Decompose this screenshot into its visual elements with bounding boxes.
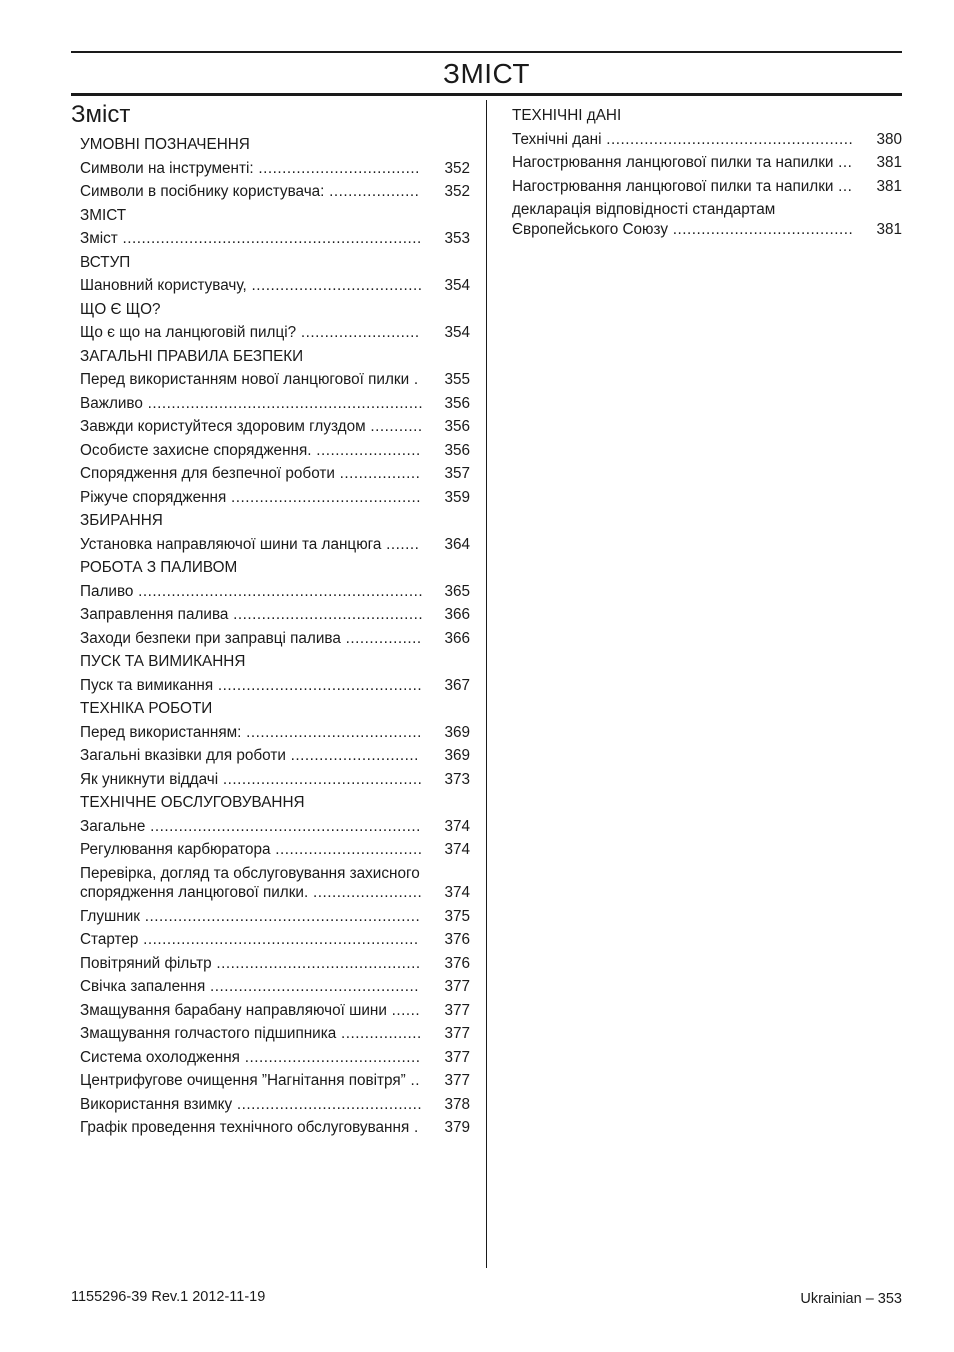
dot-leader: ....................................... (232, 1095, 423, 1113)
dot-leader: ............................................................ (133, 582, 424, 600)
toc-page-number: 355 (444, 371, 470, 388)
document-reference: 1155296-39 Rev.1 2012-11-19 (71, 1289, 266, 1305)
toc-entry[interactable] (80, 1024, 470, 1044)
toc-entry-title: Змащування барабану направляючої шини (80, 1001, 387, 1019)
dot-leader: .................................. (253, 159, 420, 177)
toc-section-heading: РОБОТА З ПАЛИВОМ (80, 559, 238, 576)
toc-entry[interactable] (80, 1071, 470, 1091)
toc-entry[interactable] (80, 417, 470, 437)
toc-entry[interactable] (80, 954, 470, 974)
toc-entry-title: Перед використанням: (80, 723, 242, 741)
toc-section-heading: ЩО Є ЩО? (80, 300, 161, 318)
header-top-rule (71, 51, 902, 53)
toc-page-number: 376 (444, 954, 470, 972)
dot-leader: ..................................... (239, 1048, 421, 1066)
toc-right-column (512, 106, 902, 243)
toc-page-number: 378 (444, 1095, 470, 1113)
toc-entry[interactable] (80, 1001, 470, 1021)
toc-page-number: 367 (444, 676, 470, 694)
toc-page-number: 365 (444, 582, 470, 600)
toc-entry-title: Нагострювання ланцюгової пилки та напилки (512, 177, 834, 195)
toc-entry[interactable] (80, 817, 470, 837)
dot-leader: .................................... (246, 277, 423, 294)
toc-entry-title: Завжди користуйтеся здоровим глуздом (80, 418, 366, 435)
toc-entry-title: Символи в посібнику користувача: (80, 183, 325, 200)
dot-leader: ........................................... (211, 954, 421, 972)
toc-page-number: 356 (444, 418, 470, 435)
toc-page-number: 376 (444, 931, 470, 948)
dot-leader: .......................................................... (139, 907, 421, 925)
toc-entry[interactable] (80, 676, 470, 696)
toc-section-heading: ТЕХНІЧНІ дАНІ (512, 107, 622, 124)
dot-leader: ......................... (296, 324, 420, 341)
toc-entry-title: Як уникнути віддачі (80, 770, 219, 788)
toc-entry[interactable] (512, 153, 902, 173)
dot-leader: .......................................................... (138, 931, 419, 948)
toc-entry[interactable] (80, 1095, 470, 1115)
toc-entry[interactable] (80, 229, 470, 249)
toc-entry[interactable] (80, 582, 470, 602)
toc-page-number: 379 (444, 1119, 470, 1136)
dot-leader: ...... (386, 1001, 421, 1019)
toc-entry-title: Заправлення палива (80, 606, 229, 623)
dot-leader: ... (833, 177, 853, 195)
toc-entry[interactable] (80, 488, 470, 508)
dot-leader: . (409, 371, 419, 388)
toc-entry-title: Технічні дані (512, 130, 602, 148)
toc-entry-title: Важливо (80, 394, 143, 412)
toc-entry[interactable] (80, 159, 470, 179)
section-title: Зміст (71, 101, 131, 128)
toc-entry[interactable] (80, 770, 470, 790)
toc-entry-title: Спорядження для безпечної роботи (80, 465, 335, 482)
toc-entry[interactable] (80, 977, 470, 997)
toc-entry-title: Глушник (80, 907, 140, 925)
toc-page-number: 375 (444, 907, 470, 925)
toc-page-number: 356 (444, 394, 470, 412)
toc-entry[interactable] (80, 323, 470, 343)
page-number-label: Ukrainian – 353 (800, 1291, 902, 1307)
dot-leader: ...................... (311, 441, 421, 459)
dot-leader: ........... (365, 418, 423, 435)
dot-leader: ................... (324, 183, 420, 200)
header-bottom-rule (71, 93, 902, 96)
toc-page-number: 364 (444, 535, 470, 553)
toc-page-number: 377 (444, 1072, 470, 1089)
toc-entry[interactable] (80, 464, 470, 484)
page-header-title: ЗМІСТ (443, 58, 530, 89)
toc-page-number: 352 (444, 159, 470, 177)
toc-page-number: 377 (444, 1048, 470, 1066)
toc-entry-title: Регулювання карбюратора (80, 841, 271, 858)
toc-page-number: 354 (444, 277, 470, 294)
toc-page-number: 352 (444, 183, 470, 200)
dot-leader: ............................................ (205, 978, 420, 995)
toc-page-number: 373 (444, 770, 470, 788)
toc-entry-title: Стартер (80, 931, 139, 948)
toc-entry-title: Свічка запалення (80, 978, 206, 995)
toc-section-heading: УМОВНІ ПОЗНАЧЕННЯ (80, 136, 250, 153)
toc-entry-title: Паливо (80, 582, 134, 600)
toc-entry-title: Символи на інструменті: (80, 159, 254, 177)
toc-page-number: 353 (444, 230, 470, 247)
toc-entry-title: Перед використанням нової ланцюгової пилки (80, 371, 410, 388)
toc-entry-title: Перевірка, догляд та обслуговування захисного спорядження ланцюгової пилки. (80, 864, 420, 901)
toc-section-heading: ЗАГАЛЬНІ ПРАВИЛА БЕЗПЕКИ (80, 347, 304, 365)
toc-page-number: 381 (876, 177, 902, 195)
toc-section-heading: ЗБИРАННЯ (80, 512, 163, 529)
toc-entry[interactable] (512, 200, 902, 239)
toc-page-number: 357 (444, 465, 470, 482)
toc-entry[interactable] (80, 605, 470, 625)
toc-page-number: 377 (444, 1001, 470, 1019)
toc-entry[interactable] (80, 840, 470, 860)
toc-entry[interactable] (512, 177, 902, 197)
toc-page-number: 374 (444, 841, 470, 858)
toc-entry[interactable] (80, 276, 470, 296)
dot-leader: ............................... (270, 841, 423, 858)
toc-entry[interactable] (80, 441, 470, 461)
toc-entry-title: Установка направляючої шини та ланцюга (80, 535, 382, 553)
toc-entry[interactable] (80, 1048, 470, 1068)
toc-page-number: 380 (876, 130, 902, 148)
toc-entry[interactable] (80, 370, 470, 390)
toc-entry[interactable] (512, 130, 902, 150)
dot-leader: ............................................................... (117, 230, 422, 247)
dot-leader: . (409, 1119, 419, 1136)
dot-leader: ................. (336, 1025, 422, 1042)
dot-leader: ................. (334, 465, 421, 482)
toc-entry[interactable] (80, 930, 470, 950)
toc-page-number: 369 (444, 747, 470, 764)
toc-page-number: 377 (444, 978, 470, 995)
toc-entry-title: Повітряний фільтр (80, 954, 212, 972)
toc-entry-title: Загальні вказівки для роботи (80, 747, 286, 764)
dot-leader: ....... (381, 535, 420, 553)
toc-entry-title: Змащування голчастого підшипника (80, 1025, 337, 1042)
dot-leader: .. (405, 1072, 421, 1089)
toc-entry-title: Особисте захисне спорядження. (80, 441, 312, 459)
toc-entry-title: Шановний користувачу, (80, 277, 247, 294)
toc-page-number: 374 (444, 817, 470, 835)
toc-entry[interactable] (80, 723, 470, 743)
dot-leader: ........................... (285, 747, 419, 764)
toc-entry-title: Пуск та вимикання (80, 676, 214, 694)
dot-leader: ..................................... (241, 723, 422, 741)
toc-section-heading: ТЕХНІКА РОБОТИ (80, 700, 213, 717)
dot-leader: ......................................................... (145, 817, 421, 835)
toc-entry[interactable] (80, 907, 470, 927)
column-divider (486, 100, 487, 1268)
toc-section-heading: ЗМІСТ (80, 206, 127, 224)
toc-page-number: 366 (444, 606, 470, 623)
toc-entry-title: Використання взимку (80, 1095, 233, 1113)
dot-leader: .................................................... (601, 130, 854, 148)
toc-entry-title: Ріжуче спорядження (80, 488, 227, 506)
toc-section-heading: ТЕХНІЧНЕ ОБСЛУГОВУВАННЯ (80, 794, 305, 811)
toc-page-number: 366 (444, 629, 470, 647)
toc-entry[interactable] (80, 1118, 470, 1138)
toc-entry-title: Зміст (80, 230, 118, 247)
toc-page-number: 369 (444, 723, 470, 741)
dot-leader: ... (833, 154, 853, 171)
toc-page-number: 381 (876, 220, 902, 238)
toc-entry[interactable] (80, 182, 470, 202)
toc-left-column (80, 135, 470, 1142)
toc-entry-title: Заходи безпеки при заправці палива (80, 629, 341, 647)
toc-page-number: 359 (444, 488, 470, 506)
toc-section-heading: ВСТУП (80, 253, 131, 271)
dot-leader: ................ (340, 629, 422, 647)
dot-leader: ...................................... (667, 220, 854, 238)
toc-entry[interactable] (80, 535, 470, 555)
toc-entry-title: Нагострювання ланцюгової пилки та напилки (512, 154, 834, 171)
dot-leader: ........................................... (213, 676, 423, 694)
toc-page-number: 356 (444, 441, 470, 459)
toc-entry-title: Що є що на ланцюговій пилці? (80, 324, 297, 341)
toc-page-number: 381 (876, 154, 902, 171)
dot-leader: .......................................... (218, 770, 423, 788)
toc-section-heading: ПУСК ТА ВИМИКАННЯ (80, 653, 246, 670)
toc-entry[interactable] (80, 629, 470, 649)
toc-page-number: 374 (444, 884, 470, 901)
toc-page-number: 377 (444, 1025, 470, 1042)
toc-entry-title: Система охолодження (80, 1048, 240, 1066)
toc-entry[interactable] (80, 394, 470, 414)
toc-page-number: 354 (444, 324, 470, 341)
toc-entry[interactable] (80, 864, 470, 903)
toc-entry-title: Загальне (80, 817, 146, 835)
toc-entry-title: декларація відповідності стандартам Європейського Союзу (512, 201, 776, 238)
toc-entry-title: Графік проведення технічного обслуговування (80, 1119, 410, 1136)
toc-entry-title: Центрифугове очищення ”Нагнітання повітря” (80, 1072, 406, 1089)
dot-leader: ....................... (308, 884, 423, 901)
toc-entry[interactable] (80, 746, 470, 766)
dot-leader: ........................................ (226, 488, 422, 506)
dot-leader: .......................................................... (142, 394, 424, 412)
dot-leader: ........................................ (228, 606, 424, 623)
